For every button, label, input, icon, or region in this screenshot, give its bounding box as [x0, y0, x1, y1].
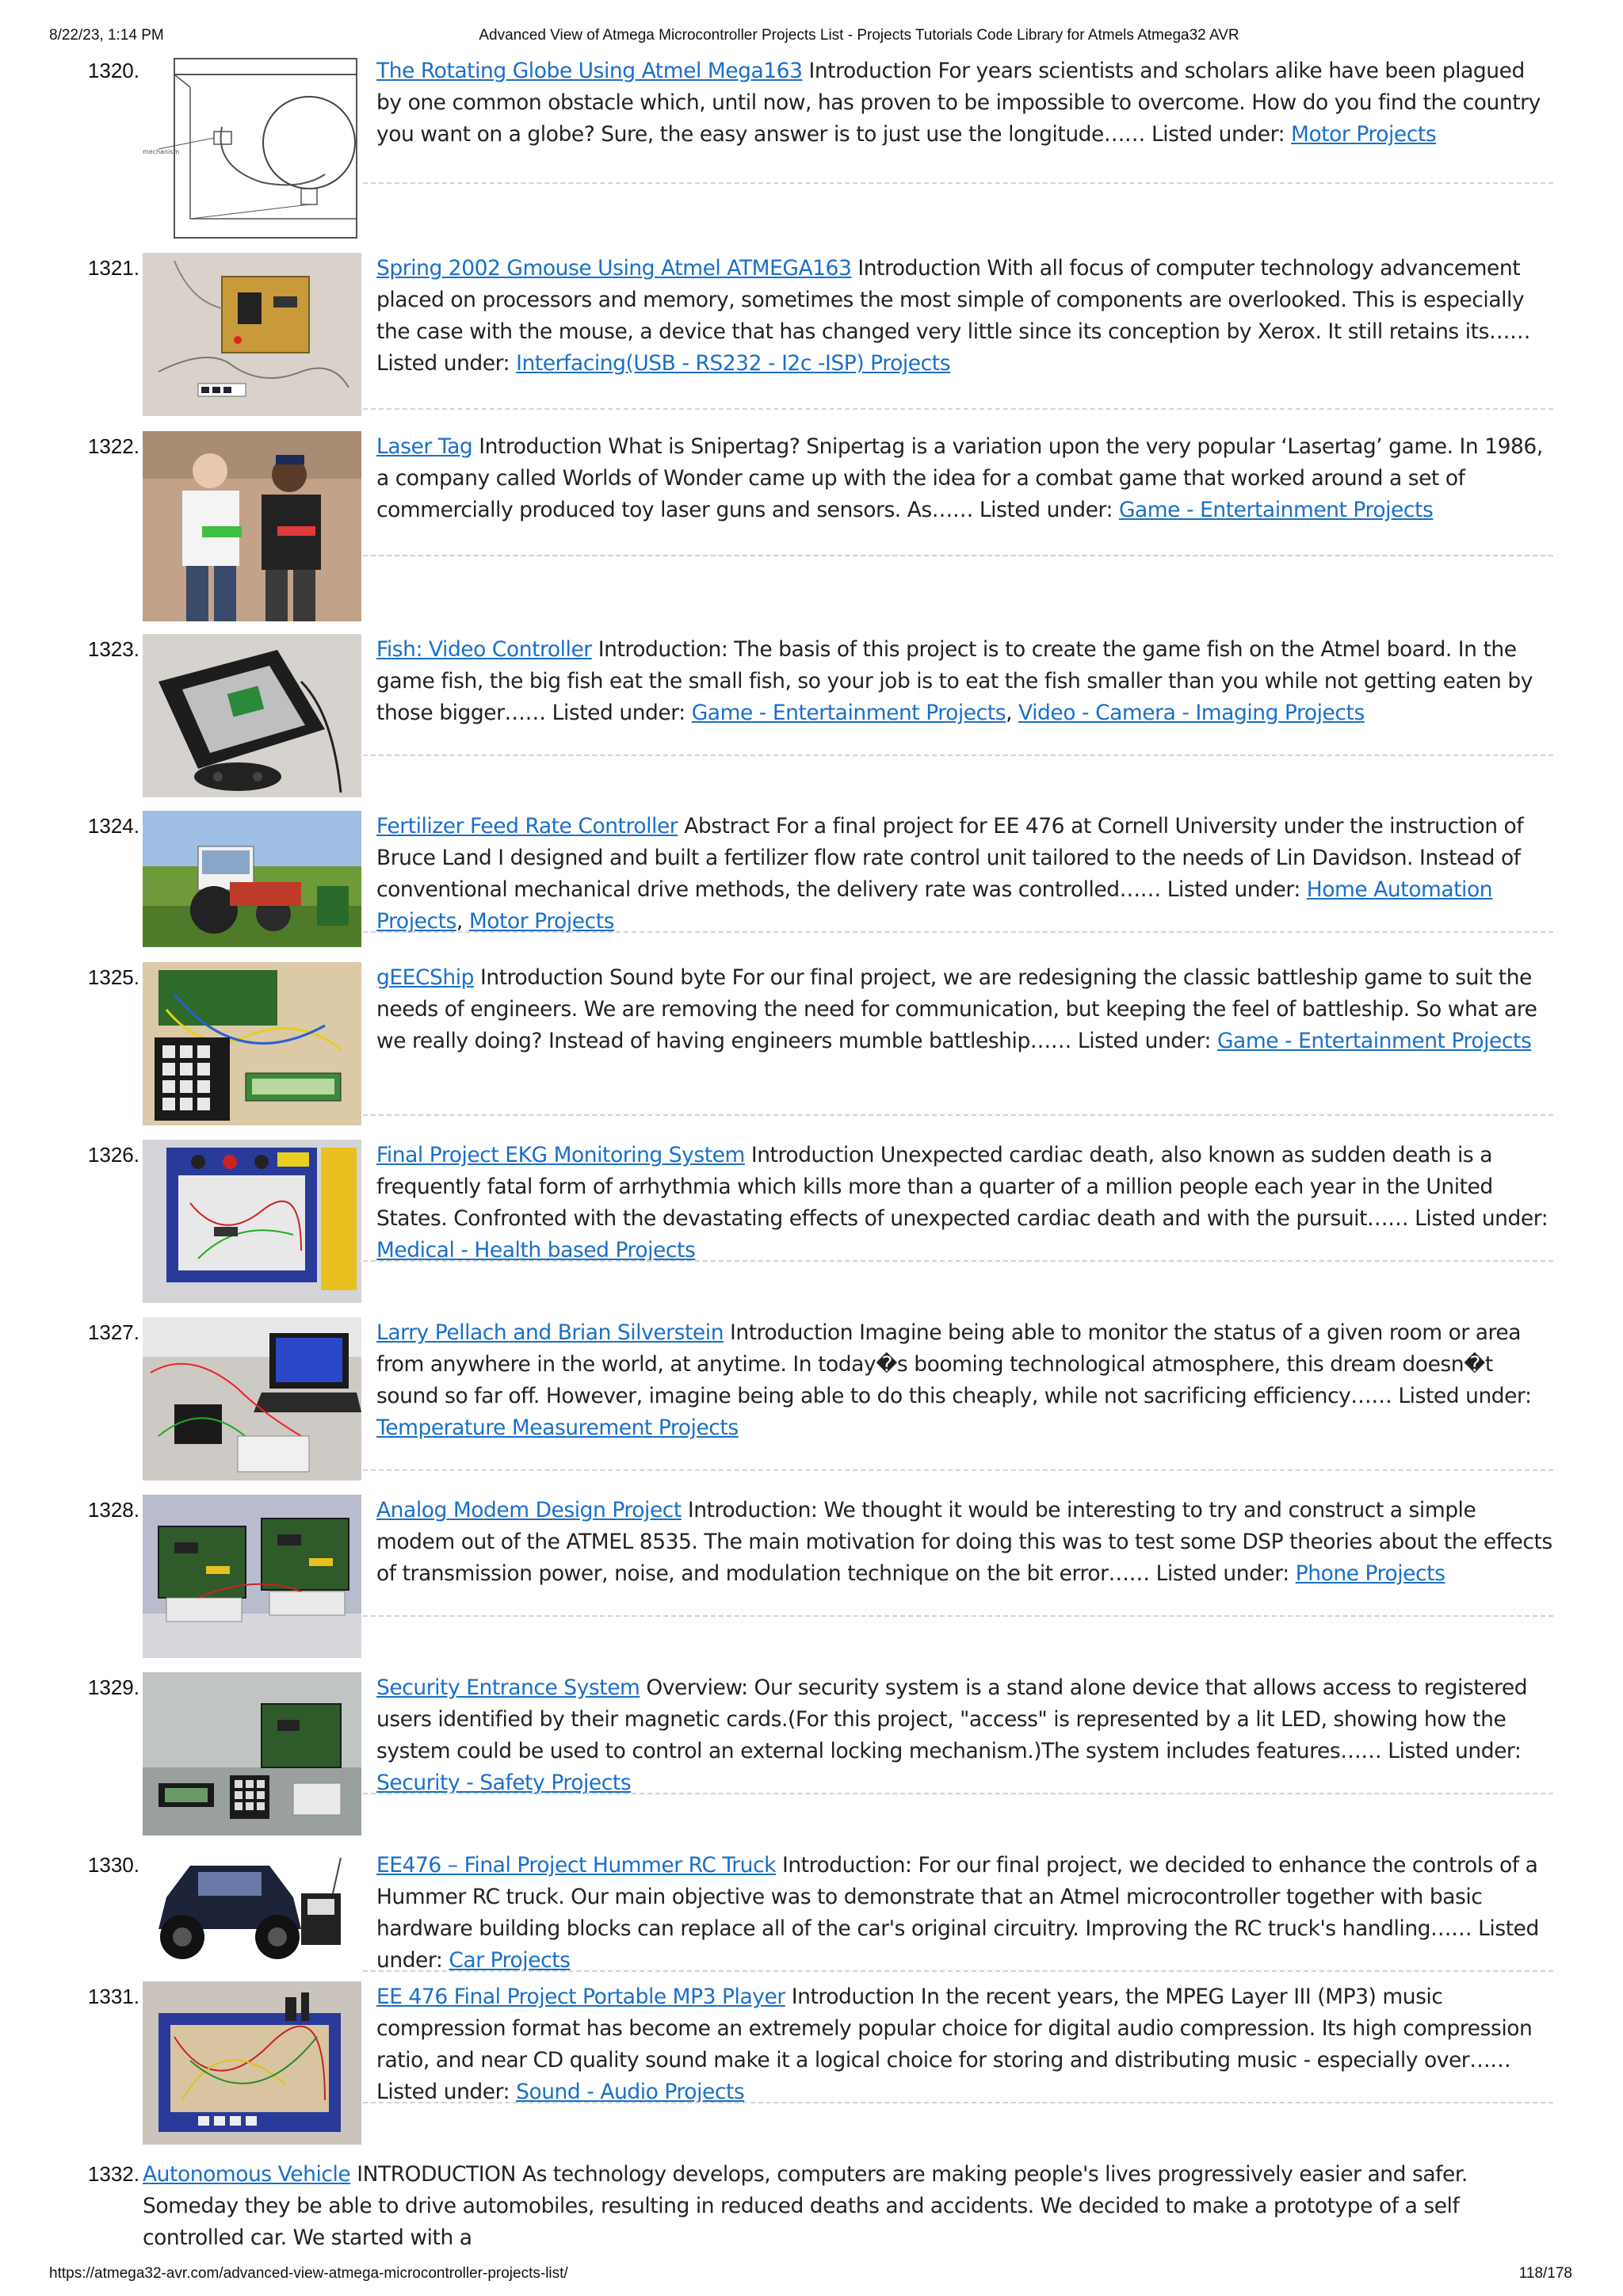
item-text: Overview: Our security system is a stand alone device that allows access to registered users identified by their magnetic cards.(For this project, "access" is represented by a lit LED, showing how the system could be used to control an external locking mechanism.)The system includes features…… Listed under:	[376, 1675, 1528, 1763]
category-link[interactable]: Game - Entertainment Projects	[1216, 1029, 1532, 1053]
item-description	[143, 2159, 1526, 2254]
item-description	[376, 1317, 1553, 1444]
item-title-link[interactable]: Analog Modem Design Project	[376, 1498, 682, 1522]
item-title-link[interactable]: Security Entrance System	[376, 1675, 640, 1700]
item-number: 1331.	[87, 1985, 139, 2008]
item-text: Introduction In the recent years, the MPEG Layer III (MP3) music compression format has become an extremely popular choice for digital audio compression. Its high compression ratio, and near CD quality sound make it a logical choice for storing and distributing music - especially over…… Listed under:	[376, 1985, 1533, 2104]
ekg-board-icon	[143, 1140, 361, 1303]
globe-diagram-icon	[143, 55, 361, 243]
item-thumbnail[interactable]	[143, 1495, 361, 1658]
item-separator	[363, 1793, 1553, 1794]
item-text: INTRODUCTION As technology develops, computers are making people's lives progressively easier and safer. Someday they be able to drive automobiles, resulting in reduced deaths and accidents. We decided to make a prototype of a self controlled car. We started with a	[143, 2162, 1468, 2250]
item-thumbnail[interactable]	[143, 1672, 361, 1836]
item-number: 1330.	[87, 1853, 139, 1877]
item-number: 1320.	[87, 59, 139, 82]
item-number: 1327.	[87, 1320, 139, 1344]
item-number: 1321.	[87, 256, 139, 280]
category-link[interactable]: Game - Entertainment Projects	[1118, 498, 1434, 522]
item-number: 1326.	[87, 1143, 139, 1167]
item-thumbnail[interactable]	[143, 431, 361, 621]
item-description	[376, 962, 1553, 1057]
item-title-link[interactable]: The Rotating Globe Using Atmel Mega163	[376, 59, 803, 83]
item-thumbnail[interactable]	[143, 1317, 361, 1480]
item-description	[376, 1981, 1553, 2108]
item-separator	[363, 408, 1553, 410]
item-number: 1328.	[87, 1498, 139, 1522]
item-separator	[363, 555, 1553, 556]
item-separator	[363, 1970, 1553, 1972]
item-title-link[interactable]: gEECShip	[376, 965, 475, 990]
item-thumbnail[interactable]	[143, 253, 361, 416]
item-separator	[363, 1260, 1553, 1262]
category-link[interactable]: Medical - Health based Projects	[376, 1238, 696, 1263]
keypad-lcd-board-icon	[143, 962, 361, 1125]
item-text: Abstract For a final project for EE 476 at Cornell University under the instruction of Bruce Land I designed and built a fertilizer flow rate control unit tailored to the needs of Lin Davidson. Instead of conventional mechanical drive methods, the delivery rate was controlled…… Listed under:	[376, 814, 1524, 902]
item-title-link[interactable]: Spring 2002 Gmouse Using Atmel ATMEGA163	[376, 256, 852, 281]
item-text: Introduction For years scientists and scholars alike have been plagued by one common obstacle which, until now, has proven to be impossible to overcome. How do you find the country you want on a globe? Sure, the easy answer is to just use the longitude…… Listed under:	[376, 59, 1541, 147]
item-title-link[interactable]: Fertilizer Feed Rate Controller	[376, 814, 678, 839]
category-link[interactable]: Security - Safety Projects	[376, 1771, 632, 1795]
item-title-link[interactable]: Laser Tag	[376, 434, 473, 459]
gamepad-board-icon	[143, 634, 361, 797]
item-description	[376, 1850, 1553, 1977]
item-separator	[363, 2102, 1553, 2103]
item-text: Introduction Sound byte For our final project, we are redesigning the classic battleship game to suit the needs of engineers. We are removing the need for communication, but keeping the feel of battleship. So what are we really doing? Instead of having engineers mumble battleship…… Listed under:	[376, 965, 1537, 1053]
security-system-icon	[143, 1672, 361, 1836]
item-thumbnail[interactable]	[143, 634, 361, 797]
item-text: Introduction: For our final project, we decided to enhance the controls of a Hummer RC truck. Our main objective was to demonstrate that an Atmel microcontroller together with basic hardware building blocks can replace all of the car's original circuitry. Improving the RC truck's handling…… Listed under:	[376, 1853, 1539, 1973]
item-description	[376, 634, 1553, 729]
mp3-board-icon	[143, 1981, 361, 2145]
item-description	[376, 253, 1553, 380]
item-text: Introduction: The basis of this project is to create the game fish on the Atmel board. In the game fish, the big fish eat the small fish, so your job is to eat the fish smaller than you while not getting eaten by those bigger…… Listed under:	[376, 637, 1533, 725]
item-text: Introduction Unexpected cardiac death, also known as sudden death is a frequently fatal form of arrhythmia which kills more than a quarter of a million people each year in the United States. Confronted with the devastating effects of unexpected cardiac death and with the pursuit…… Listed under:	[376, 1143, 1549, 1231]
item-text: Introduction Imagine being able to monitor the status of a given room or area from anywhere in the world, at anytime. In today�s booming technological atmosphere, this dream doesn�t sound so far off. However, imagine being able to do this cheaply, while not sacrificing efficiency…… Listed under:	[376, 1320, 1532, 1408]
item-description	[376, 1140, 1553, 1266]
students-photo-icon	[143, 431, 361, 621]
item-thumbnail[interactable]	[143, 962, 361, 1125]
item-title-link[interactable]: Larry Pellach and Brian Silverstein	[376, 1320, 724, 1345]
item-title-link[interactable]: EE476 – Final Project Hummer RC Truck	[376, 1853, 776, 1878]
item-title-link[interactable]: EE 476 Final Project Portable MP3 Player	[376, 1985, 785, 2009]
item-separator	[363, 182, 1553, 184]
item-description	[376, 811, 1553, 938]
category-link[interactable]: Interfacing(USB - RS232 - I2c -ISP) Projects	[516, 351, 951, 376]
item-separator	[363, 755, 1553, 756]
item-thumbnail[interactable]	[143, 55, 361, 243]
print-title: Advanced View of Atmega Microcontroller Projects List - Projects Tutorials Code Library for Atmels Atmega32 AVR	[479, 27, 1239, 44]
item-separator	[363, 931, 1553, 933]
item-number: 1332.	[87, 2162, 139, 2186]
item-number: 1325.	[87, 965, 139, 989]
tractor-photo-icon	[143, 811, 361, 947]
item-thumbnail[interactable]	[143, 811, 361, 947]
item-description	[376, 55, 1553, 151]
category-link[interactable]: Home Automation Projects	[376, 877, 1493, 934]
print-page-number: 118/178	[1518, 2265, 1572, 2282]
category-separator: ,	[1006, 701, 1019, 725]
item-number: 1329.	[87, 1675, 139, 1699]
item-text: Introduction With all focus of computer technology advancement placed on processors and memory, sometimes the most simple of components are overlooked. This is especially the case with the mouse, a device that has changed very little since its conception by Xerox. It still retains its…… Listed under:	[376, 256, 1531, 376]
item-separator	[363, 1114, 1553, 1116]
category-link[interactable]: Temperature Measurement Projects	[376, 1415, 739, 1440]
item-title-link[interactable]: Final Project EKG Monitoring System	[376, 1143, 745, 1167]
item-title-link[interactable]: Fish: Video Controller	[376, 637, 592, 662]
item-description	[376, 1495, 1553, 1590]
category-link[interactable]: Motor Projects	[468, 909, 615, 934]
circuit-board-icon	[143, 253, 361, 416]
print-date: 8/22/23, 1:14 PM	[49, 27, 164, 44]
lab-bench-icon	[143, 1317, 361, 1480]
item-separator	[363, 1469, 1553, 1471]
category-separator: ,	[456, 909, 469, 934]
item-text: Introduction: We thought it would be interesting to try and construct a simple modem out of the ATMEL 8535. The main motivation for doing this was to test some DSP theories about the effects of transmission power, noise, and modulation technique on the bit error…… Listed under:	[376, 1498, 1552, 1586]
category-link[interactable]: Phone Projects	[1295, 1561, 1445, 1586]
svg-text:mechanism: mechanism	[143, 148, 180, 155]
item-number: 1323.	[87, 637, 139, 661]
item-thumbnail[interactable]	[143, 1850, 361, 1969]
item-title-link[interactable]: Autonomous Vehicle	[143, 2162, 351, 2187]
category-link[interactable]: Game - Entertainment Projects	[691, 701, 1006, 725]
item-thumbnail[interactable]	[143, 1981, 361, 2145]
item-description	[376, 431, 1553, 526]
item-number: 1324.	[87, 814, 139, 838]
item-number: 1322.	[87, 434, 139, 458]
item-description	[376, 1672, 1553, 1799]
category-link[interactable]: Sound - Audio Projects	[516, 2080, 745, 2104]
item-thumbnail[interactable]	[143, 1140, 361, 1303]
print-url: https://atmega32-avr.com/advanced-view-atmega-microcontroller-projects-list/	[49, 2265, 568, 2282]
rc-truck-icon	[143, 1850, 361, 1969]
category-link[interactable]: Car Projects	[449, 1948, 571, 1973]
dev-boards-icon	[143, 1495, 361, 1658]
category-link[interactable]: Motor Projects	[1291, 122, 1437, 147]
item-separator	[363, 1615, 1553, 1617]
category-link[interactable]: Video - Camera - Imaging Projects	[1018, 701, 1365, 725]
item-text: Introduction What is Snipertag? Snipertag is a variation upon the very popular ‘Lasertag’ game. In 1986, a company called Worlds of Wonder came up with the idea for a combat game that worked around a set of commercially produced toy laser guns and sensors. As…… Listed under:	[376, 434, 1543, 522]
